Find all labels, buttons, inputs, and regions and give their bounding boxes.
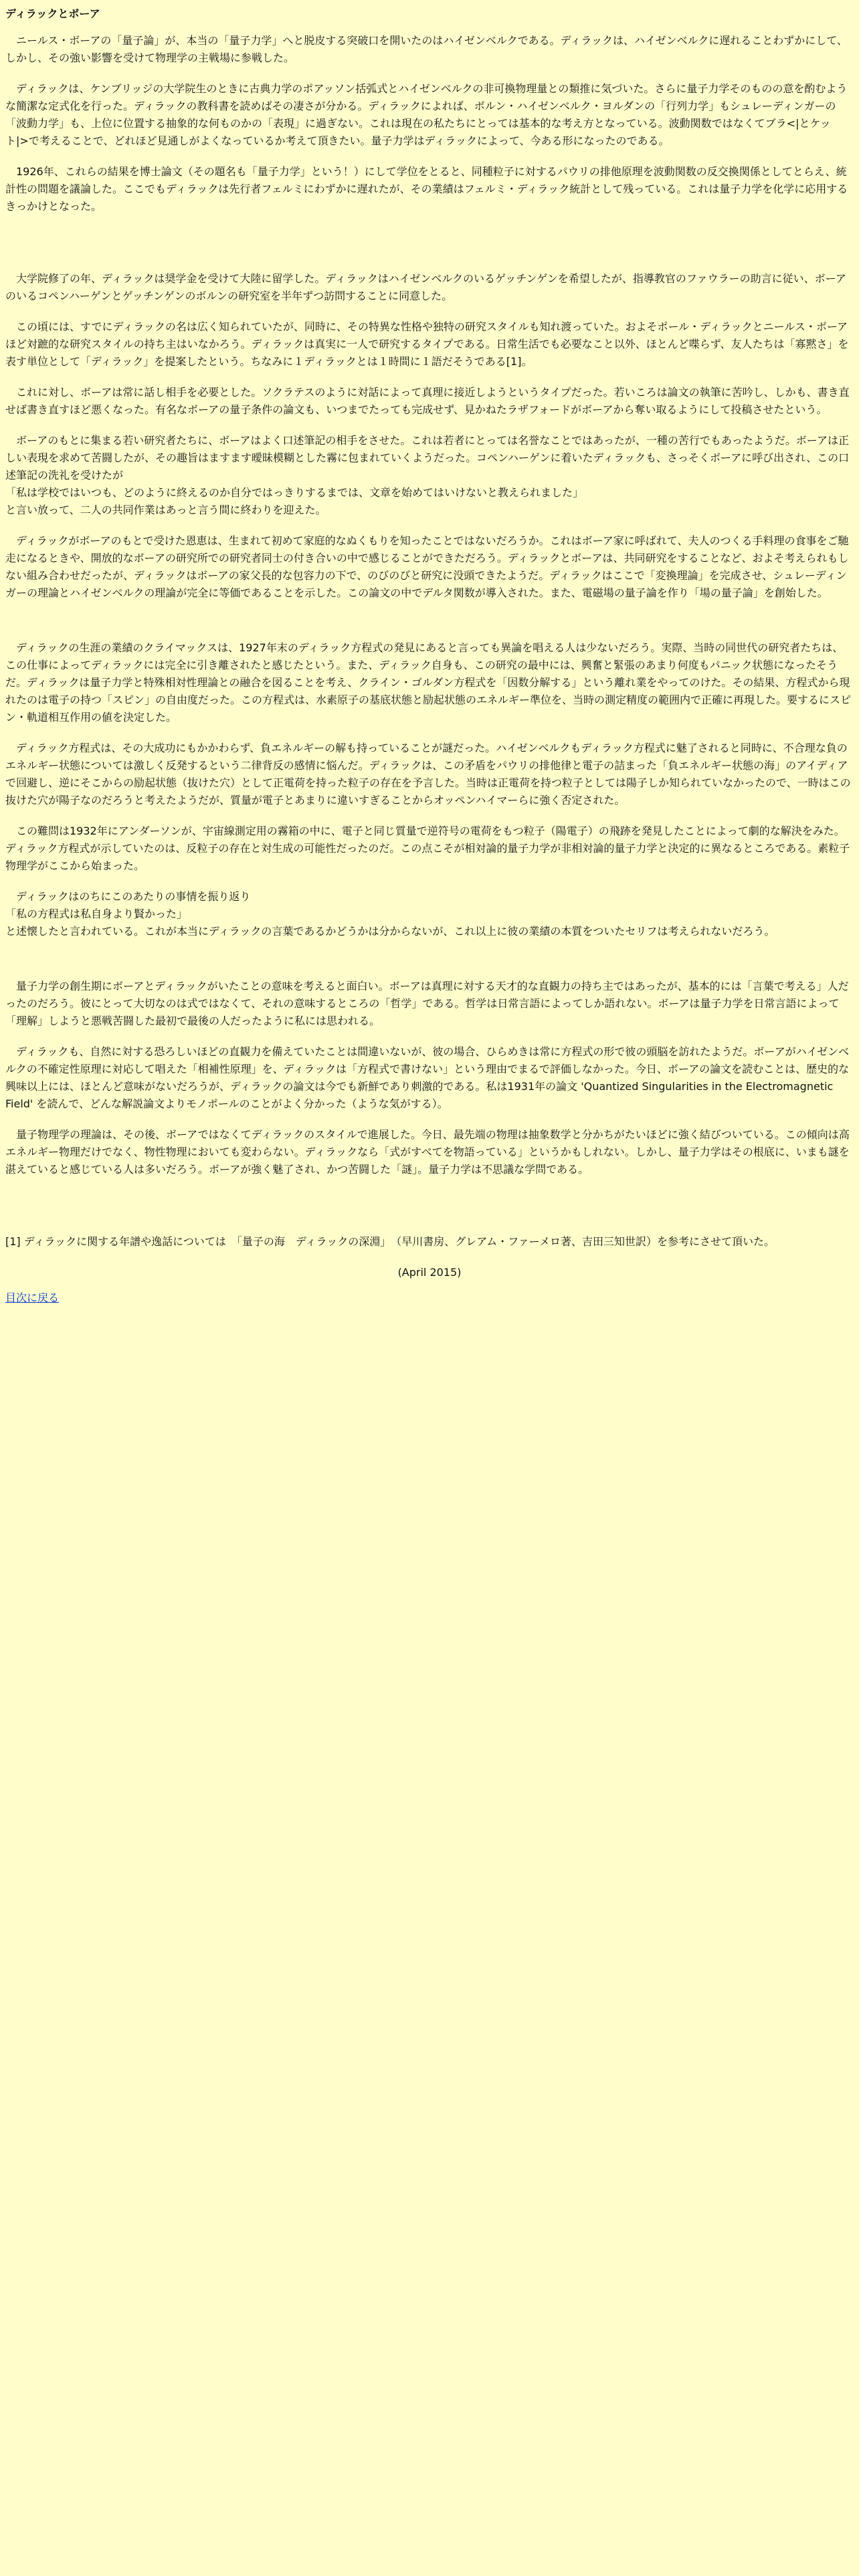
- footnote: [1] ディラックに関する年譜や逸話については 「量子の海 ディラックの深淵」 （早川書房、グレアム・ファーメロ著、吉田三知世訳）を参考にさせて頂いた。: [5, 1235, 775, 1248]
- spacer: [5, 229, 854, 270]
- paragraph: この難問は1932年にアンダーソンが、宇宙線測定用の霧箱の中に、電子と同じ質量で逆符号の電荷をもつ粒子（陽電子）の飛跡を発見したことによって劇的な解決をみた。ディラック方程式が示していたのは、反粒子の存在と対生成の可能性だったのだ。この点こそが相対論的量子力学が非相対論的量子力学と決定的に異なるところである。素粒子物理学がここから始まった。: [5, 825, 850, 872]
- paragraph: この頃には、すでにディラックの名は広く知られていたが、同時に、その特異な性格や独特の研究スタイルも知れ渡っていた。およそポール・ディラックとニールス・ボーアほど対蹠的な研究スタイルの持ち主はいなかろう。ディラックは真実に一人で研究するタイプである。日常生活でも必要なこと以外、ほとんど喋らず、友人たちは「寡黙さ」を表す単位として「ディラック」を提案したという。ちなみに１ディラックとは１時間に１語だそうである[1]。: [5, 320, 849, 368]
- paragraph: ディラックは、ケンブリッジの大学院生のときに古典力学のポアッソン括弧式とハイゼンベルクの非可換物理量との類推に気づいた。さらに量子力学そのものの意を酌むような簡潔な定式化を行った。ディラックの教科書を読めばその凄さが分かる。ディラックによれば、ボルン・ハイゼンベルク・ヨルダンの「行列力学」もシュレーディンガーの「波動力学」も、上位に位置する抽象的な何ものかの「表現」に過ぎない。これは現在の私たちにとっては基本的な考え方となっている。波動関数ではなくてブラ<|とケット|>で考えることで、どれほど見通しがよくなっているか考えて頂きたい。量子力学はディラックによって、今ある形になったのである。: [5, 82, 848, 147]
- paragraph: ニールス・ボーアの「量子論」が、本当の「量子力学」へと脱皮する突破口を開いたのはハイゼンベルクである。ディラックは、ハイゼンベルクに遅れることわずかにして、しかし、その強い影響を受けて物理学の主戦場に参戦した。: [5, 34, 848, 64]
- page-title: ディラックとボーア: [5, 7, 100, 20]
- paragraph: 大学院修了の年、ディラックは奨学金を受けて大陸に留学した。ディラックはハイゼンベルクのいるゲッチンゲンを希望したが、指導教官のファウラーの助言に従い、ボーアのいるコペンハーゲンとゲッチンゲンのボルンの研究室を半年ずつ訪問することに同意した。: [5, 272, 846, 302]
- paragraph: ディラックはのちにこのあたりの事情を振り返り 「私の方程式は私自身より賢かった」 と述懐したと言われている。これが本当にディラックの言葉であるかどうかは分からないが、これ以上に彼の業績の本質をついたセリフは考えられないだろう。: [5, 890, 775, 938]
- paragraph: 量子物理学の理論は、その後、ボーアではなくてディラックのスタイルで進展した。今日、最先端の物理は抽象数学と分かちがたいほどに強く結びついている。この傾向は高エネルギー物理だけでなく、物性物理においても変わらない。ディラックなら「式がすべてを物語っている」というかもしれない。しかし、量子力学はその根底に、いまも謎を湛えていると感じている人は多いだろう。ボーアが強く魅了され、かつ苦闘した「謎」。量子力学は不思議な学問である。: [5, 1128, 850, 1176]
- publication-date: (April 2015): [397, 1266, 462, 1279]
- back-to-contents-link[interactable]: 目次に戻る: [5, 1291, 60, 1304]
- spacer: [5, 615, 854, 639]
- spacer: [5, 954, 854, 978]
- paragraph: 1926年、これらの結果を博士論文（その題名も「量子力学」という！）にして学位をとると、同種粒子に対するパウリの排他原理を波動関数の反交換関係としてとらえ、統計性の問題を議論した。ここでもディラックは先行者フェルミにわずかに遅れたが、その業績はフェルミ・ディラック統計として残っている。これは量子力学を化学に応用するきっかけとなった。: [5, 165, 848, 213]
- paragraph: ボーアのもとに集まる若い研究者たちに、ボーアはよく口述筆記の相手をさせた。これは若者にとっては名誉なことではあったが、一種の苦行でもあったようだ。ボーアは正しい表現を求めて苦闘したが、その趣旨はますます曖昧模糊とした霧に包まれていくようだった。コペンハーゲンに着いたディラックも、さっそくボーアに呼び出され、この口述筆記の洗礼を受けたが 「私は学校ではいつも、どのように終えるのか自分ではっきりするまでは、文章を始めてはいけないと教えられました」 と言い放って、二人の共同作業はあっと言う間に終わりを迎えた。: [5, 434, 850, 516]
- paragraph: これに対し、ボーアは常に話し相手を必要とした。ソクラテスのように対話によって真理に接近しようというタイプだった。若いころは論文の執筆に苦吟し、しかも、書き直せば書き直すほど悪くなった。有名なボーアの量子条件の論文も、いつまでたっても完成せず、見かねたラザフォードがボーアから奪い取るようにして投稿させたという。: [5, 386, 850, 416]
- paragraph: ディラックも、自然に対する恐ろしいほどの直観力を備えていたことは間違いないが、彼の場合、ひらめきは常に方程式の形で彼の頭脳を訪れたようだ。ボーアがハイゼンベルクの不確定性原理に対応して唱えた「相補性原理」を、ディラックは「方程式で書けない」という理由でまるで評価しなかった。今日、ボーアの論文を読むことは、歴史的な興味以上には、ほとんど意味がないだろうが、ディラックの論文は今でも新鮮であり刺激的である。私は1931年の論文 'Quantized Singularities in the Electromagnetic Field' を読んで、どんな解説論文よりモノポールのことがよく分かった（ような気がする）。: [5, 1045, 850, 1110]
- spacer: [5, 1192, 854, 1233]
- paragraph: ディラック方程式は、その大成功にもかかわらず、負エネルギーの解も持っていることが謎だった。ハイゼンベルクもディラック方程式に魅了されると同時に、不合理な負のエネルギー状態については激しく反発するという二律背反の感情に悩んだ。ディラックは、この矛盾をパウリの排他律と電子の詰まった「負エネルギー状態の海」のアイディアで回避し、逆にそこからの励起状態（抜けた穴）として正電荷を持った粒子の存在を予言した。当時は正電荷を持つ粒子としては陽子しか知られていなかったので、一時はこの抜けた穴が陽子なのだろうと考えたようだが、質量が電子とあまりに違いすぎることからオッペンハイマーらに強く否定された。: [5, 742, 851, 807]
- paragraph: ディラックの生涯の業績のクライマックスは、1927年末のディラック方程式の発見にあると言っても異論を唱える人は少ないだろう。実際、当時の同世代の研究者たちは、この仕事によってディラックには完全に引き離されたと感じたという。また、ディラック自身も、この研究の最中には、興奮と緊張のあまり何度もパニック状態になったそうだ。ディラックは量子力学と特殊相対性理論との融合を図ることを考え、クライン・ゴルダン方程式を「因数分解する」という離れ業をやってのけた。その結果、方程式から現れたのは電子の持つ「スピン」の自由度だった。この方程式は、水素原子の基底状態と励起状態のエネルギー準位を、当時の測定精度の範囲内で正確に再現した。要するにスピン・軌道相互作用の値を決定した。: [5, 641, 852, 724]
- paragraph: ディラックがボーアのもとで受けた恩恵は、生まれて初めて家庭的なぬくもりを知ったことではないだろうか。これはボーア家に呼ばれて、夫人のつくる手料理の食事をご馳走になるときや、開放的なボーアの研究所での研究者同士の付き合いの中で感じることができただろう。ディラックとボーアは、共同研究をすることなど、およそ考えられもしない組み合わせだったが、ディラックはボーアの家父長的な包容力の下で、のびのびと研究に没頭できたようだ。ディラックはここで「変換理論」を完成させ、シュレーディンガーの理論とハイゼンベルクの理論が完全に等価であることを示した。この論文の中でデルタ関数が導入された。また、電磁場の量子論を作り「場の量子論」を創始した。: [5, 534, 849, 599]
- paragraph: 量子力学の創生期にボーアとディラックがいたことの意味を考えると面白い。ボーアは真理に対する天才的な直観力の持ち主ではあったが、基本的には「言葉で考える」人だったのだろう。彼にとって大切なのは式ではなくて、それの意味するところの「哲学」である。哲学は日常言語によってしか語れない。ボーアは量子力学を日常言語によって「理解」しようと悪戦苦闘した最初で最後の人だったように私には思われる。: [5, 980, 849, 1027]
